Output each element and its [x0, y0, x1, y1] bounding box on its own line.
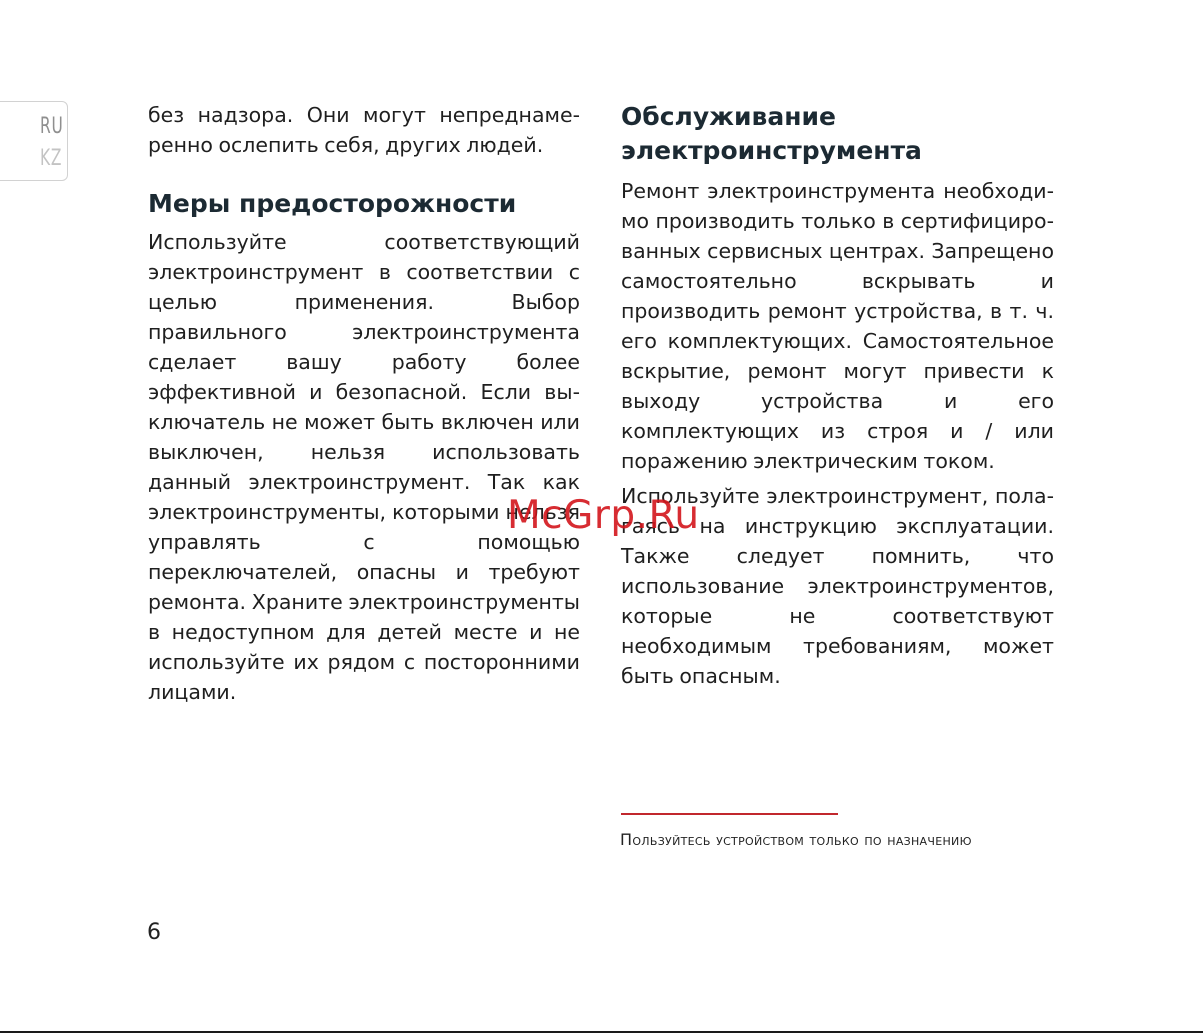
watermark: McGrp.Ru — [507, 493, 700, 538]
maintenance-paragraph-1: Ремонт электроинструмента необходимо производить только в сертифицированных сервисных центрах. Запрещено самостоятельно вскрывать и производить ремонт устройства, в т. ч. его комплектующих. Самостоятельное вскрытие, ремонт могут привести к выходу устройства и его комплектующих из строя и / или поражению электрическим током. — [621, 179, 1054, 473]
page-number: 6 — [147, 920, 161, 945]
precautions-paragraph: Используйте соответствующий электроинструмент в соответствии с целью применения. Выбор правильного электроинструмента сделает вашу работу более эффективной и безопасной. Если выключатель не может быть включен или выключен, нельзя использовать данный электроинструмент. Так как электроинструменты, которыми нельзя управлять с помощью переключателей, опасны и требуют ремонта. Храните электроинструменты в недоступном для детей месте и не используйте их рядом с посторонними лицами. — [148, 230, 580, 704]
maintenance-paragraph-2: Используйте электроинструмент, полагаясь на инструкцию эксплуатации. Также следует помнить, что использование электроинструментов, которые не соответствуют необходимым требованиям, может быть опасным. — [621, 484, 1054, 688]
precautions-heading: Меры предосторожности — [148, 189, 517, 218]
right-column — [621, 100, 1054, 691]
left-column — [148, 100, 580, 707]
footer-note: Пользуйтесь устройством только по назначению — [620, 830, 972, 849]
language-code-ru: RU — [40, 114, 64, 139]
footer-divider — [621, 813, 838, 815]
language-code-kz: KZ — [40, 146, 63, 171]
maintenance-heading: Обслуживание электроинструмента — [621, 102, 922, 165]
intro-paragraph: без надзора. Они могут непреднамеренно ослепить себя, других людей. — [148, 103, 580, 157]
